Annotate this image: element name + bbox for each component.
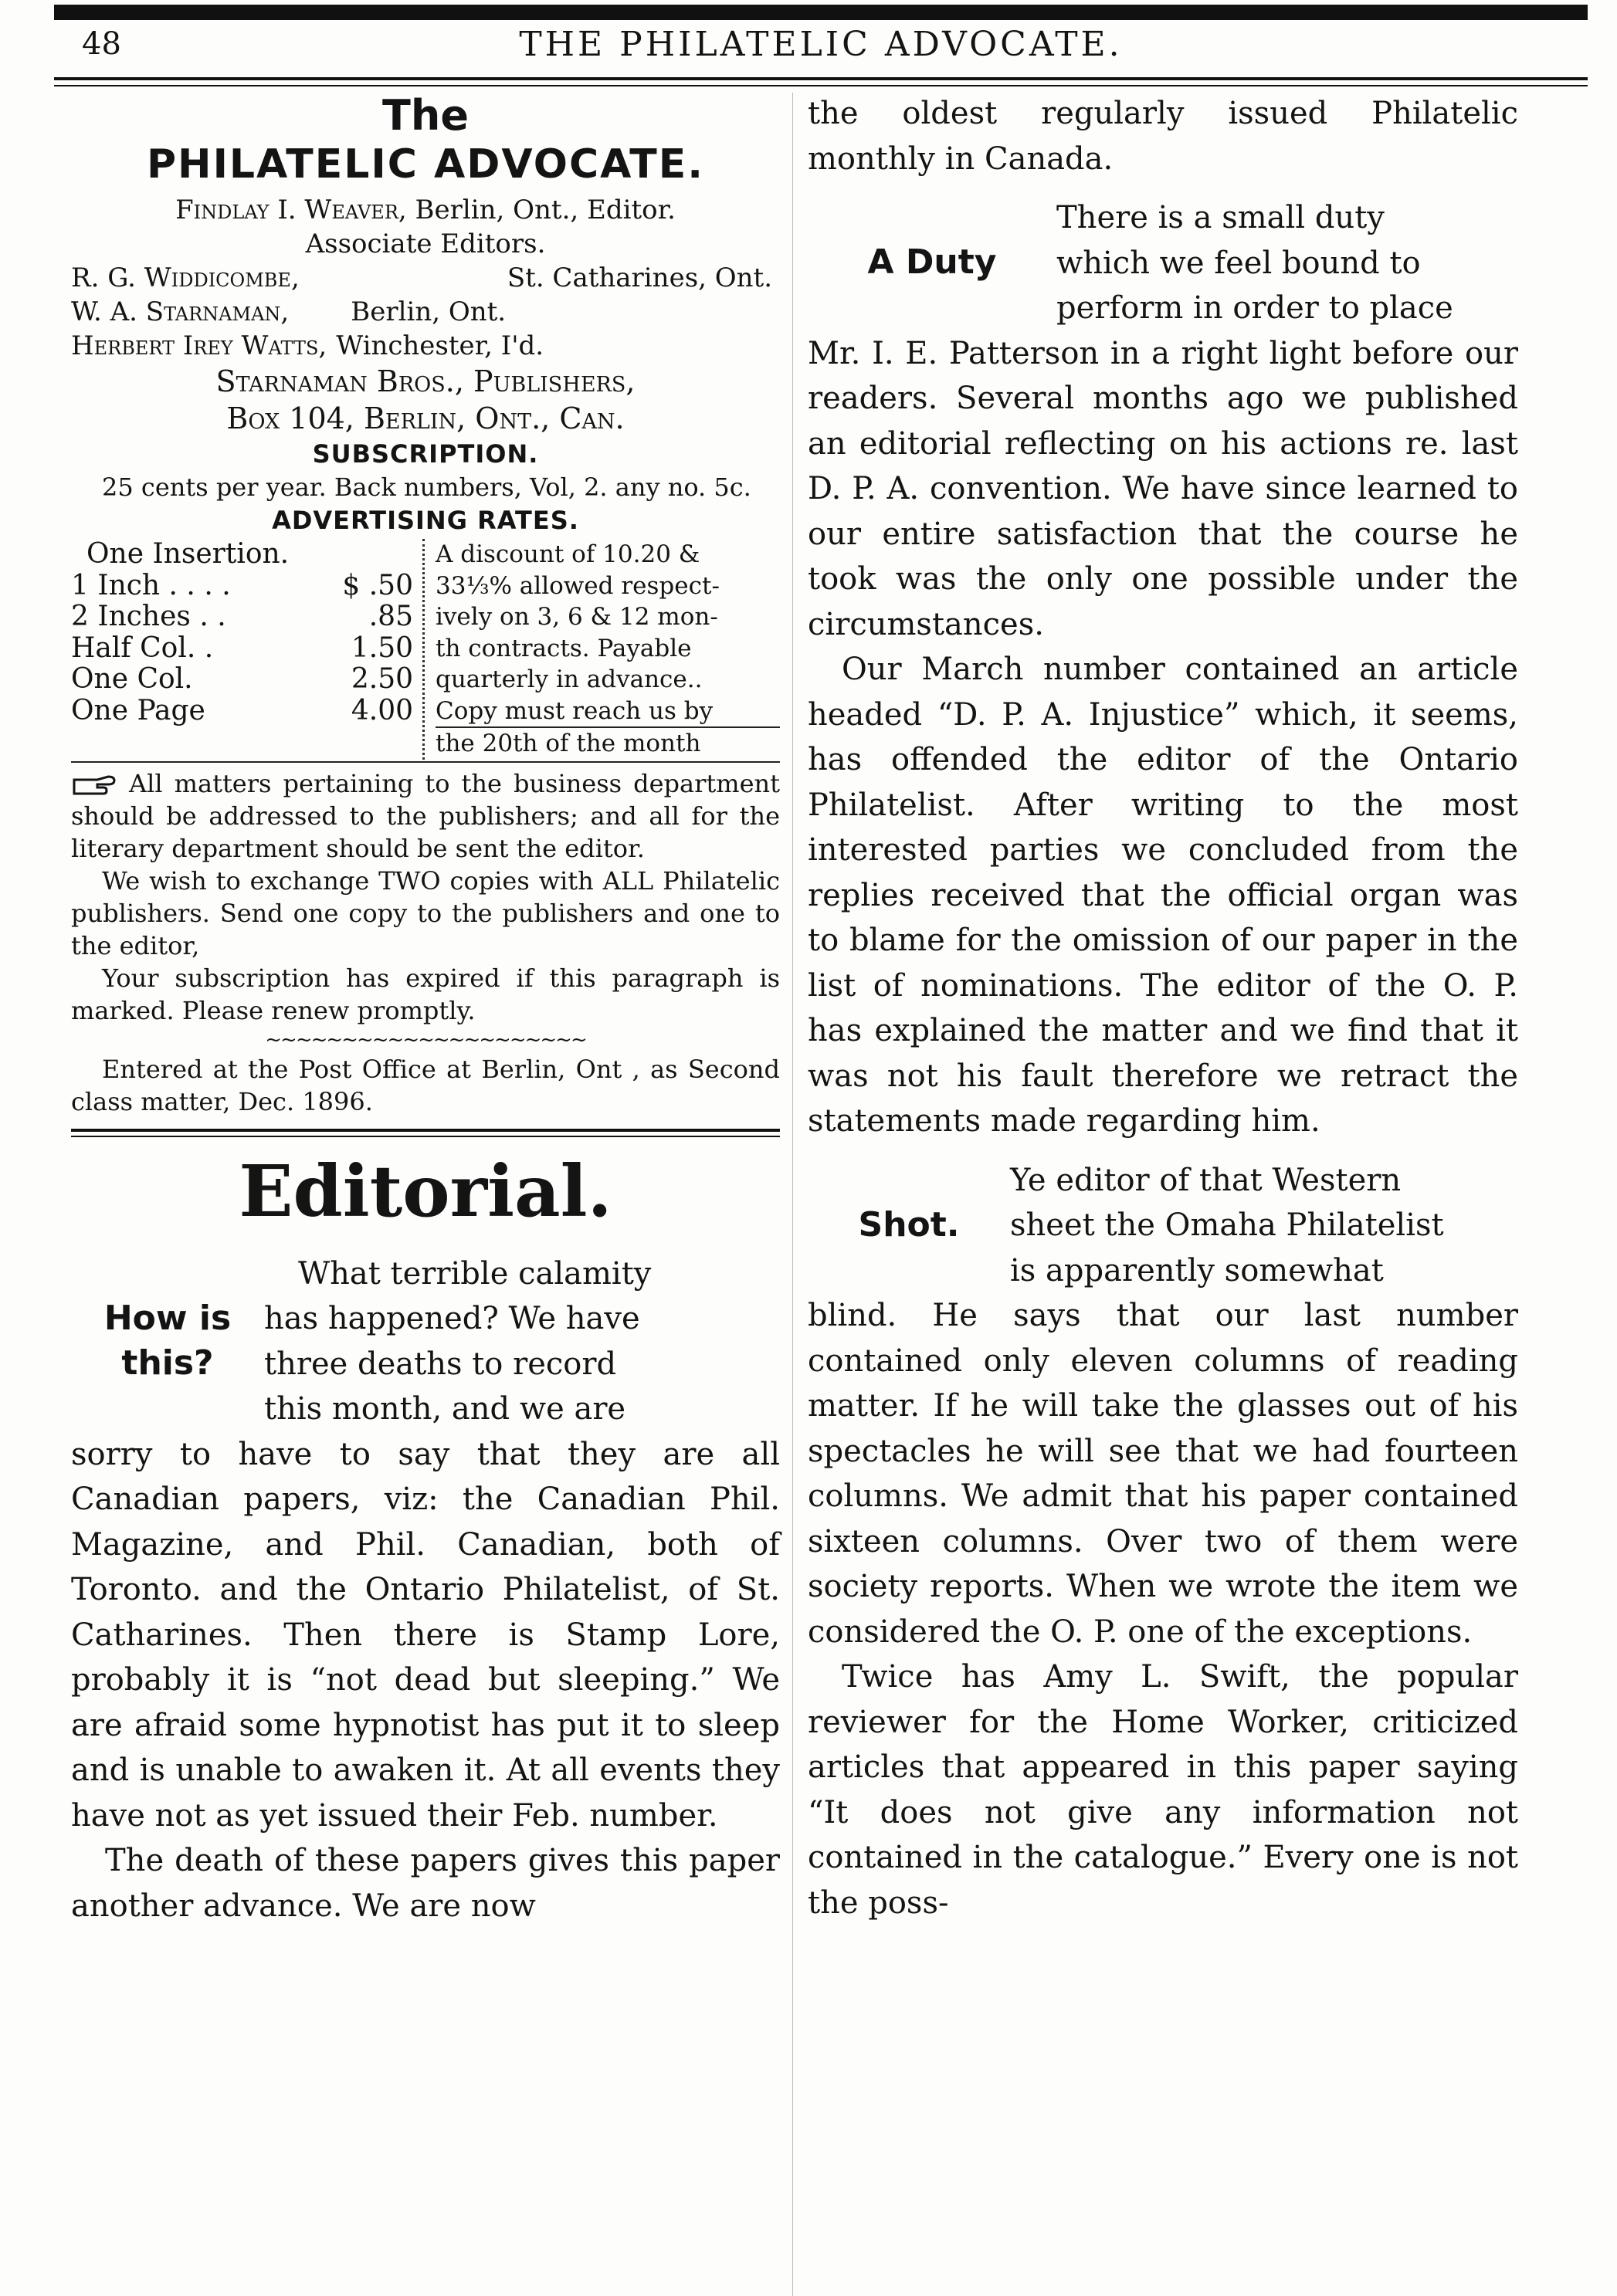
lead-line: There is a small duty xyxy=(1056,200,1385,235)
rate-row xyxy=(71,696,422,727)
rates-bottom-rule xyxy=(71,761,780,763)
lead-line: this month, and we are xyxy=(264,1391,626,1427)
header-double-rule xyxy=(54,77,1588,86)
exchange-notice: We wish to exchange TWO copies with ALL Philatelic publishers. Send one copy to the publishers and one to the editor, xyxy=(71,865,780,960)
article-paragraph: Our March number contained an article headed “D. P. A. Injustice” which, it seems, has offended the editor of the Ontario Philatelist. After writing to the most interested parties we concluded from the replies received that the official organ was to blame for the omission of our paper in the list of nominations. The editor of the O. P. has explained the matter and we find that it was not his fault therefore we retract the statements made regarding him. xyxy=(808,652,1518,1139)
associate-name: R. G. Widdicombe, xyxy=(71,262,300,293)
subscription-heading: SUBSCRIPTION. xyxy=(312,439,539,469)
entered-notice: Entered at the Post Office at Berlin, Ont , as Second class matter, Dec. 1896. xyxy=(71,1054,780,1116)
masthead-the: The xyxy=(382,91,469,140)
editor-name: Findlay I. Weaver, xyxy=(175,195,407,225)
article-a-duty xyxy=(808,195,1518,331)
lead-line: which we feel bound to xyxy=(1056,245,1421,281)
rates-price-column xyxy=(71,539,425,760)
associate-row xyxy=(71,295,780,329)
associate-label: Associate Editors. xyxy=(305,229,546,259)
top-rule xyxy=(54,5,1588,20)
editorial-heading: Editorial. xyxy=(239,1149,612,1233)
lead-line: perform in order to place xyxy=(1056,290,1453,326)
masthead-title: PHILATELIC ADVOCATE. xyxy=(146,141,705,188)
editor-location: Berlin, Ont., Editor. xyxy=(415,195,676,225)
rates-terms-column xyxy=(425,539,780,760)
expired-notice: Your subscription has expired if this paragraph is marked. Please renew promptly. xyxy=(71,963,780,1025)
side-heading: Shot. xyxy=(858,1204,960,1245)
editor-line xyxy=(71,193,780,227)
terms-line: quarterly in advance.. xyxy=(436,665,703,693)
page-number: 48 xyxy=(82,26,121,62)
terms-line: 33⅓% allowed respect- xyxy=(436,571,720,600)
article-lead xyxy=(1010,1158,1518,1294)
business-notice xyxy=(71,767,780,865)
pointing-hand-icon xyxy=(71,774,117,797)
associate-row xyxy=(71,329,780,363)
rate-label: 2 Inches . . xyxy=(71,601,226,632)
right-column xyxy=(808,91,1518,1925)
terms-line: A discount of 10.20 & xyxy=(436,540,700,568)
lead-line: Ye editor of that Western xyxy=(1010,1162,1402,1198)
associate-place: Winchester, I'd. xyxy=(336,330,544,361)
rate-price: .85 xyxy=(368,601,413,632)
associate-name: Herbert Irey Watts, xyxy=(71,330,327,361)
column-separator xyxy=(792,93,793,2296)
article-how-is-this xyxy=(71,1251,780,1432)
rate-row xyxy=(71,601,422,633)
rate-row xyxy=(71,571,422,602)
lead-line: has happened? We have xyxy=(264,1301,640,1336)
terms-line: th contracts. Payable xyxy=(436,634,692,662)
rate-row xyxy=(71,539,422,571)
rate-label: One Insertion. xyxy=(86,538,290,570)
rate-label: Half Col. . xyxy=(71,632,214,664)
masthead-end-rule xyxy=(71,1129,780,1137)
side-heading-line: How is xyxy=(103,1298,232,1338)
rate-row xyxy=(71,664,422,696)
side-heading-line: this? xyxy=(121,1343,214,1383)
address-line: Box 104, Berlin, Ont., Can. xyxy=(226,401,625,435)
article-body: blind. He says that our last number contained only eleven columns of reading matter. If he will take the glasses out of his spectacles he will see that we had fourteen columns. We admit that his paper contained sixteen columns. Over two of them were society reports. When we wrote the item we considered the O. P. one of the exceptions. xyxy=(808,1298,1518,1650)
rate-label: One Page xyxy=(71,694,205,726)
article-paragraph: The death of these papers gives this paper another advance. We are now xyxy=(71,1843,780,1924)
advertising-rates-table xyxy=(71,539,780,760)
terms-line: the 20th of the month xyxy=(436,726,780,760)
associate-name: W. A. Starnaman, xyxy=(71,296,290,327)
lead-line: sheet the Omaha Philatelist xyxy=(1010,1207,1444,1243)
rate-price: 2.50 xyxy=(351,663,413,695)
lead-line: is apparently somewhat xyxy=(1010,1252,1384,1289)
rate-label: One Col. xyxy=(71,663,193,695)
article-lead xyxy=(264,1251,780,1432)
associate-place: St. Catharines, Ont. xyxy=(507,262,772,293)
terms-line: Copy must reach us by xyxy=(436,696,714,725)
associate-row xyxy=(71,261,780,295)
page-title: THE PHILATELIC ADVOCATE. xyxy=(519,25,1123,64)
rate-row xyxy=(71,633,422,665)
article-lead xyxy=(1056,195,1518,331)
running-head xyxy=(54,25,1588,74)
continuation-text: the oldest regularly issued Philatelic monthly in Canada. xyxy=(808,96,1518,177)
side-heading: A Duty xyxy=(867,242,997,282)
publishers-line: Starnaman Bros., Publishers, xyxy=(215,364,636,398)
left-column xyxy=(71,91,780,1929)
rate-label: 1 Inch . . . . xyxy=(71,569,231,601)
advertising-heading: ADVERTISING RATES. xyxy=(272,506,579,535)
lead-line: three deaths to record xyxy=(264,1346,617,1382)
article-body: Mr. I. E. Patterson in a right light before our readers. Several months ago we published an editorial reflecting on his actions re. last D. P. A. convention. We have since learned to our entire satisfaction that the course he took was the only one possible under the circumstances. xyxy=(808,335,1518,642)
article-shot xyxy=(808,1158,1518,1294)
rate-price: $ .50 xyxy=(342,569,413,601)
terms-line: ively on 3, 6 & 12 mon- xyxy=(436,603,718,631)
side-heading xyxy=(71,1251,264,1386)
business-notice-text: All matters pertaining to the business department should be addressed to the publishers; and all for the literary department should be sent the editor. xyxy=(71,768,781,863)
lead-line: What terrible calamity xyxy=(298,1255,652,1292)
subscription-text: 25 cents per year. Back numbers, Vol, 2. any no. 5c. xyxy=(102,472,751,502)
article-paragraph: Twice has Amy L. Swift, the popular reviewer for the Home Worker, criticized articles that appeared in this paper saying “It does not give any information not contained in the catalogue.” Every one is not the poss- xyxy=(808,1659,1518,1921)
wavy-divider: ~~~~~~~~~~~~~~~~~~~~~ xyxy=(265,1028,586,1051)
rate-price: 4.00 xyxy=(351,694,413,726)
associate-place: Berlin, Ont. xyxy=(351,296,507,327)
rate-price: 1.50 xyxy=(351,632,413,664)
article-body: sorry to have to say that they are all Canadian papers, viz: the Canadian Phil. Magazine, and Phil. Canadian, both of Toronto. and the Ontario Philatelist, of St. Catharines. Then there is Stamp Lore, probably it is “not dead but sleeping.” We are afraid some hypnotist has put it to sleep and is unable to awaken it. At all events they have not as yet issued their Feb. number. xyxy=(71,1436,780,1834)
